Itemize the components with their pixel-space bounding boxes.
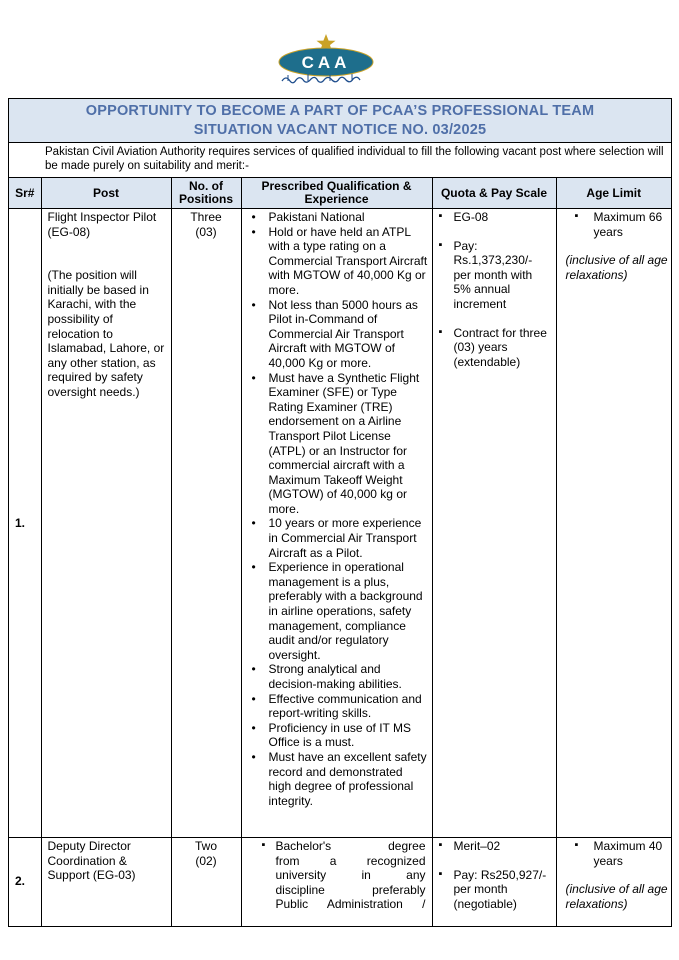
qualification-cell (241, 838, 432, 926)
post-title: Deputy Director Coordination & Support (EG-03) (47, 839, 136, 883)
table-header-row (9, 178, 671, 209)
age-cell (556, 838, 671, 926)
positions-number: (03) (195, 224, 217, 239)
vacancy-table (9, 178, 671, 926)
list-item: • Pakistani National (269, 210, 429, 225)
list-item: ▪ Pay: Rs.1,373,230/- per month with 5% annual increment (454, 239, 553, 312)
notice-subtitle: SITUATION VACANT NOTICE NO. 03/2025 (193, 122, 487, 138)
positions-cell (171, 209, 241, 838)
quota-cell (432, 209, 556, 838)
table-row (9, 209, 671, 838)
logo-text: CAA (301, 53, 351, 72)
post-note: (The position will initially be based in Karachi, with the possibility of relocation to Islamabad, Lahore, or any other station, as required by safety oversight needs.) (47, 268, 165, 399)
list-item: • Must have an excellent safety record and demonstrated high degree of professional integrity. (269, 750, 429, 808)
qualification-cell (241, 209, 432, 838)
post-title: Flight Inspector Pilot (EG-08) (47, 210, 157, 239)
qualification-line: discipline preferably (275, 882, 426, 897)
list-item: • Must have a Synthetic Flight Examiner (SFE) or Type Rating Examiner (TRE) endorsement on a Airline Transport Pilot License (ATPL) or an Instructor for commercial aircraft with a Maximum Takeoff Weight (MGTOW) of 40,000 kg or more. (269, 371, 429, 517)
bullet-icon: ▪ (261, 839, 266, 851)
header-age: Age Limit (556, 178, 671, 209)
list-item: • 10 years or more experience in Commercial Air Transport Aircraft as a Pilot. (269, 516, 429, 560)
notice-title: OPPORTUNITY TO BECOME A PART OF PCAA’S PROFESSIONAL TEAM (85, 103, 595, 119)
positions-number: (02) (195, 853, 217, 868)
list-item: • Hold or have held an ATPL with a type rating on a Commercial Transport Aircraft with MGTOW of 40,000 Kg or more. (269, 225, 429, 298)
qualification-line: Public Administration / (275, 897, 426, 912)
header-qualification: Prescribed Qualification & Experience (241, 178, 432, 209)
row-sr: 2. (9, 838, 41, 926)
list-item: • Strong analytical and decision-making abilities. (269, 662, 429, 691)
notice-frame (8, 98, 672, 927)
table-row (9, 838, 671, 926)
qualification-list (245, 210, 429, 808)
age-list (560, 210, 669, 239)
notice-header (9, 99, 671, 143)
post-cell (41, 838, 171, 926)
list-item: • Experience in operational management is a plus, preferably with a background in airline operations, safety management, compliance audit and/or regulatory oversight. (269, 560, 429, 662)
header-positions: No. of Positions (171, 178, 241, 209)
list-item: • Effective communication and report-writing skills. (269, 692, 429, 721)
post-cell (41, 209, 171, 838)
qualification-line: from a recognized (275, 853, 426, 868)
intro-text: Pakistan Civil Aviation Authority requires services of qualified individual to fill the following vacant post where selection will be made purely on suitability and merit:- (9, 143, 671, 178)
age-list (560, 839, 669, 868)
quota-list (436, 839, 553, 911)
positions-word: Three (190, 210, 222, 224)
list-item: • Proficiency in use of IT MS Office is a must. (269, 721, 429, 750)
age-limit: ▪ Maximum 66 years (594, 210, 669, 239)
qualification-line: Bachelor's degree (275, 839, 426, 853)
list-item: ▪ Merit–02 (454, 839, 553, 854)
positions-cell (171, 838, 241, 926)
list-item: ▪ Contract for three (03) years (extendable) (454, 326, 553, 370)
quota-cell (432, 838, 556, 926)
age-note: (inclusive of all age relaxations) (565, 253, 668, 282)
positions-word: Two (194, 839, 217, 853)
header-quota: Quota & Pay Scale (432, 178, 556, 209)
age-limit: ▪ Maximum 40 years (594, 839, 669, 868)
qualification-line: university in any (275, 868, 426, 883)
list-item: ▪ Pay: Rs250,927/- per month (negotiable) (454, 868, 553, 912)
list-item: ▪ EG-08 (454, 210, 553, 225)
age-cell (556, 209, 671, 838)
header-post: Post (41, 178, 171, 209)
list-item: • Not less than 5000 hours as Pilot in-Command of Commercial Air Transport Aircraft with MGTOW of 40,000 Kg or more. (269, 298, 429, 371)
header-sr: Sr# (9, 178, 41, 209)
logo-urdu-wordmark (278, 71, 374, 87)
row-sr: 1. (9, 209, 41, 838)
quota-list (436, 210, 553, 369)
age-note: (inclusive of all age relaxations) (565, 882, 668, 911)
